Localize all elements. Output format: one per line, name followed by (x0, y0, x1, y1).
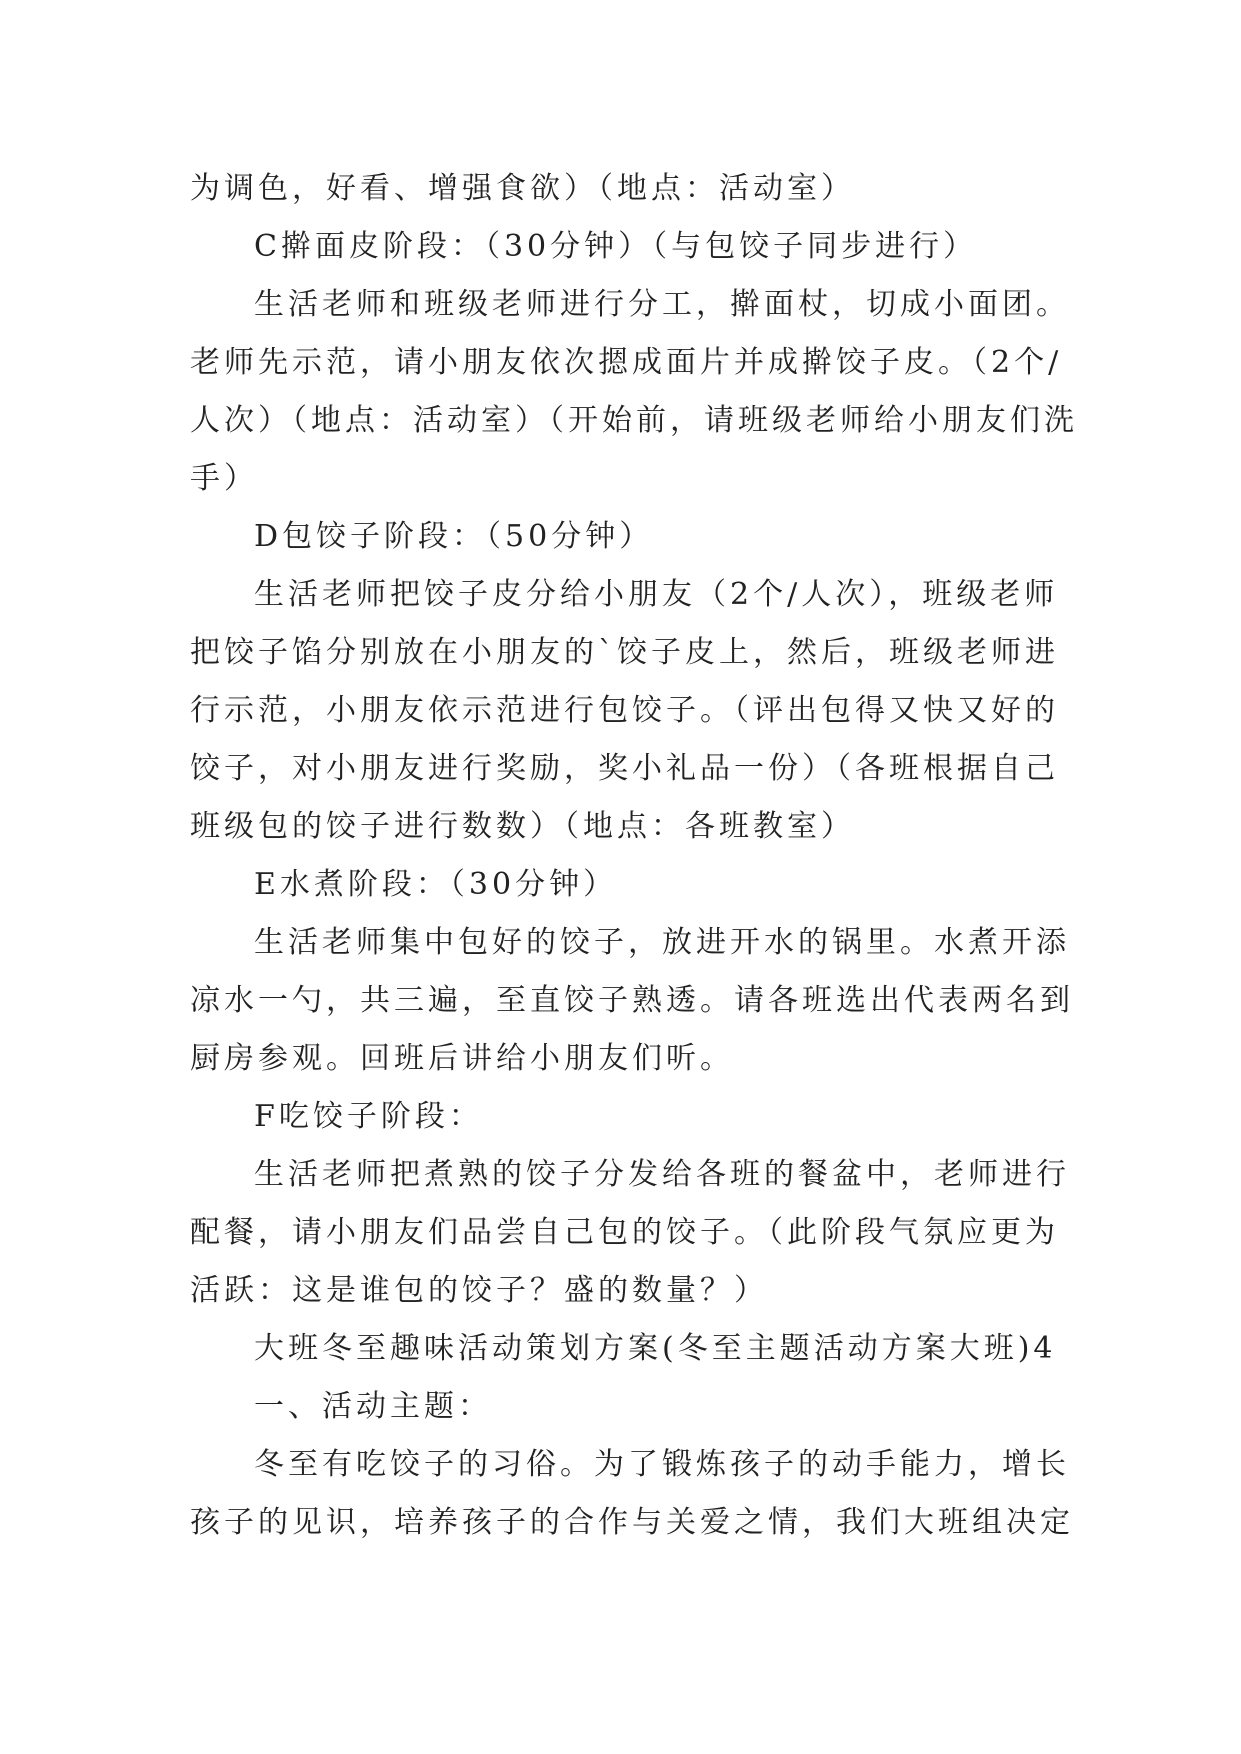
document-title: 大班冬至趣味活动策划方案(冬至主题活动方案大班)4 (254, 1331, 1057, 1366)
text-line: 行示范，小朋友依示范进行包饺子。（评出包得又快又好的 (190, 693, 1059, 728)
section-heading-f: F吃饺子阶段： (254, 1099, 483, 1134)
text-line: 活跃：这是谁包的饺子？盛的数量？） (190, 1273, 768, 1308)
section-heading-d: D包饺子阶段：（50分钟） (254, 519, 654, 554)
section-heading-theme: 一、活动主题： (254, 1389, 492, 1424)
text-line: 饺子，对小朋友进行奖励，奖小礼品一份）（各班根据自己 (190, 751, 1059, 786)
section-heading-c: C擀面皮阶段：（30分钟）（与包饺子同步进行） (254, 229, 978, 264)
text-line: 班级包的饺子进行数数）（地点：各班教室） (190, 809, 855, 844)
text-line: 为调色，好看、增强食欲）（地点：活动室） (190, 171, 855, 206)
section-heading-e: E水煮阶段：（30分钟） (254, 867, 618, 902)
text-line: 人次）（地点：活动室）（开始前，请班级老师给小朋友们洗 (190, 403, 1078, 438)
text-line: 把饺子馅分别放在小朋友的`饺子皮上，然后，班级老师进 (190, 635, 1059, 670)
text-line: 孩子的见识，培养孩子的合作与关爱之情，我们大班组决定 (190, 1505, 1074, 1540)
text-line: 生活老师把饺子皮分给小朋友（2个/人次），班级老师 (254, 577, 1059, 612)
text-line: 配餐，请小朋友们品尝自己包的饺子。（此阶段气氛应更为 (190, 1215, 1059, 1250)
text-line: 厨房参观。回班后讲给小朋友们听。 (190, 1041, 734, 1076)
text-line: 生活老师和班级老师进行分工，擀面杖，切成小面团。 (254, 287, 1070, 322)
text-line: 凉水一勺，共三遍，至直饺子熟透。请各班选出代表两名到 (190, 983, 1074, 1018)
text-line: 冬至有吃饺子的习俗。为了锻炼孩子的动手能力，增长 (254, 1447, 1070, 1482)
text-line: 生活老师集中包好的饺子，放进开水的锅里。水煮开添 (254, 925, 1070, 960)
text-line: 老师先示范，请小朋友依次摁成面片并成擀饺子皮。（2个/ (190, 345, 1063, 380)
text-line: 生活老师把煮熟的饺子分发给各班的餐盆中，老师进行 (254, 1157, 1070, 1192)
document-body (190, 160, 1078, 1552)
text-line: 手） (190, 461, 258, 496)
